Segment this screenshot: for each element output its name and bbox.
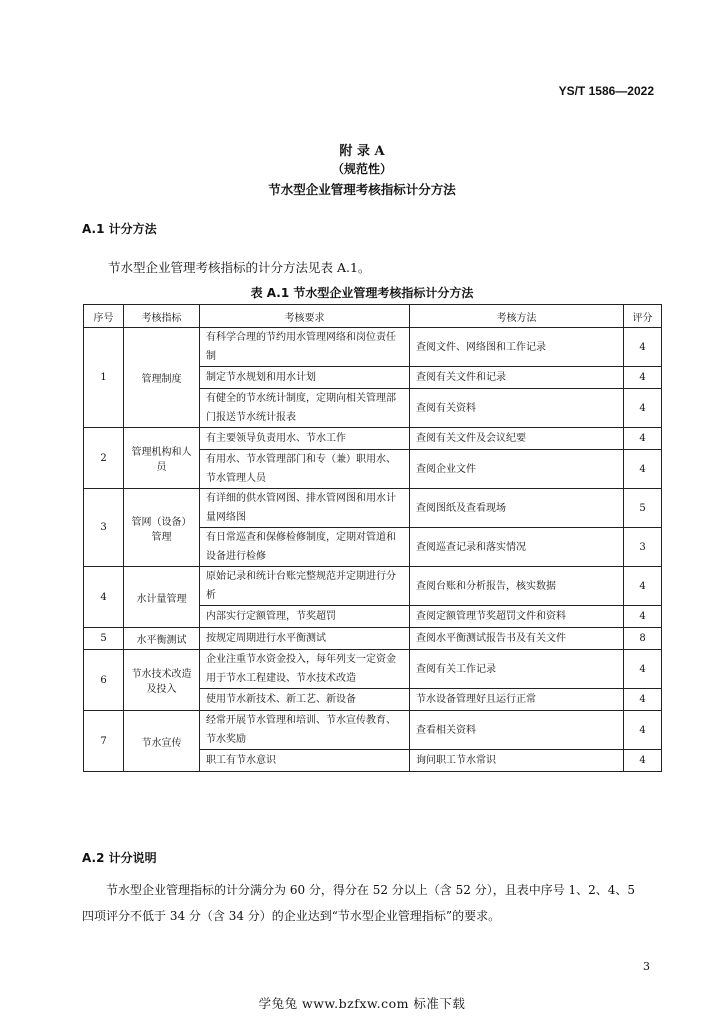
appendix-type: （规范性） — [331, 162, 392, 176]
table-body — [84, 328, 662, 772]
requirement-cell: 有主要领导负责用水、节水工作 — [200, 428, 410, 450]
requirement-cell: 有详细的供水管网图、排水管网图和用水计量网络图 — [200, 489, 410, 528]
score-cell: 5 — [624, 489, 662, 528]
section-a1-intro: 节水型企业管理考核指标的计分方法见表 A.1。 — [108, 260, 371, 275]
indicator-cell: 节水技术改造及投入 — [124, 650, 200, 711]
method-cell: 查阅台账和分析报告，核实数据 — [410, 567, 624, 606]
indicator-cell: 水平衡测试 — [124, 628, 200, 650]
item-number-cell: 2 — [84, 428, 124, 489]
table-row — [84, 711, 662, 750]
requirement-cell: 按规定周期进行水平衡测试 — [200, 628, 410, 650]
header-cell: 评分 — [624, 305, 662, 328]
score-cell: 4 — [624, 428, 662, 450]
requirement-cell: 有日常巡查和保修检修制度，定期对管道和设备进行检修 — [200, 528, 410, 567]
score-cell: 4 — [624, 750, 662, 772]
section-a1-heading: A.1 计分方法 — [82, 222, 157, 236]
method-cell: 查阅有关工作记录 — [410, 650, 624, 689]
standard-code: YS/T 1586—2022 — [558, 84, 654, 98]
table-header-row — [84, 305, 662, 328]
method-cell: 查阅图纸及查看现场 — [410, 489, 624, 528]
appendix-label: 附 录 A — [339, 144, 385, 159]
item-number-cell: 5 — [84, 628, 124, 650]
section-a2-heading: A.2 计分说明 — [82, 851, 157, 865]
item-number-cell: 7 — [84, 711, 124, 772]
table-row — [84, 489, 662, 528]
score-cell: 4 — [624, 606, 662, 628]
method-cell: 查阅巡查记录和落实情况 — [410, 528, 624, 567]
indicator-cell: 节水宣传 — [124, 711, 200, 772]
table-caption: 表 A.1 节水型企业管理考核指标计分方法 — [250, 286, 474, 300]
indicator-cell: 管理机构和人员 — [124, 428, 200, 489]
requirement-cell: 制定节水规划和用水计划 — [200, 367, 410, 389]
requirement-cell: 有科学合理的节约用水管理网络和岗位责任制 — [200, 328, 410, 367]
item-number-cell: 3 — [84, 489, 124, 567]
requirement-cell: 有用水、节水管理部门和专（兼）职用水、节水管理人员 — [200, 450, 410, 489]
header-cell: 考核指标 — [124, 305, 200, 328]
requirement-cell: 职工有节水意识 — [200, 750, 410, 772]
item-number-cell: 4 — [84, 567, 124, 628]
method-cell: 节水设备管理好且运行正常 — [410, 689, 624, 711]
method-cell: 查阅有关文件和记录 — [410, 367, 624, 389]
method-cell: 查看相关资料 — [410, 711, 624, 750]
score-cell: 4 — [624, 689, 662, 711]
page-number: 3 — [643, 960, 650, 973]
indicator-cell: 管理制度 — [124, 328, 200, 428]
score-cell: 3 — [624, 528, 662, 567]
requirement-cell: 使用节水新技术、新工艺、新设备 — [200, 689, 410, 711]
method-cell: 查阅有关资料 — [410, 389, 624, 428]
method-cell: 查阅有关文件及会议纪要 — [410, 428, 624, 450]
score-cell: 4 — [624, 367, 662, 389]
method-cell: 查阅定额管理节奖超罚文件和资料 — [410, 606, 624, 628]
score-cell: 4 — [624, 450, 662, 489]
indicator-cell: 管网（设备）管理 — [124, 489, 200, 567]
score-cell: 4 — [624, 389, 662, 428]
requirement-cell: 内部实行定额管理，节奖超罚 — [200, 606, 410, 628]
indicator-cell: 水计量管理 — [124, 567, 200, 628]
table-row — [84, 328, 662, 367]
score-cell: 4 — [624, 650, 662, 689]
table-row — [84, 428, 662, 450]
score-cell: 4 — [624, 328, 662, 367]
appendix-title: 节水型企业管理考核指标计分方法 — [268, 182, 456, 197]
method-cell: 查阅水平衡测试报告书及有关文件 — [410, 628, 624, 650]
item-number-cell: 6 — [84, 650, 124, 711]
method-cell: 查阅文件、网络图和工作记录 — [410, 328, 624, 367]
requirement-cell: 企业注重节水资金投入，每年列支一定资金用于节水工程建设、节水技术改造 — [200, 650, 410, 689]
header-cell: 序号 — [84, 305, 124, 328]
scoring-table — [83, 304, 662, 772]
score-cell: 8 — [624, 628, 662, 650]
table-row — [84, 567, 662, 606]
score-cell: 4 — [624, 711, 662, 750]
requirement-cell: 原始记录和统计台账完整规范并定期进行分析 — [200, 567, 410, 606]
header-cell: 考核要求 — [200, 305, 410, 328]
table-row — [84, 650, 662, 689]
item-number-cell: 1 — [84, 328, 124, 428]
requirement-cell: 有健全的节水统计制度，定期向相关管理部门报送节水统计报表 — [200, 389, 410, 428]
score-cell: 4 — [624, 567, 662, 606]
method-cell: 查阅企业文件 — [410, 450, 624, 489]
scoring-explanation: 节水型企业管理指标的计分满分为 60 分，得分在 52 分以上（含 52 分），且表中序号 1、2、4、5 四项评分不低于 34 分（含 34 分）的企业达到“节水型企业管理指标”的要求。 — [82, 883, 636, 923]
requirement-cell: 经常开展节水管理和培训、节水宣传教育、节水奖励 — [200, 711, 410, 750]
header-cell: 考核方法 — [410, 305, 624, 328]
footer-watermark: 学兔兔 www.bzfxw.com 标准下载 — [258, 996, 466, 1011]
table-row — [84, 628, 662, 650]
method-cell: 询问职工节水常识 — [410, 750, 624, 772]
